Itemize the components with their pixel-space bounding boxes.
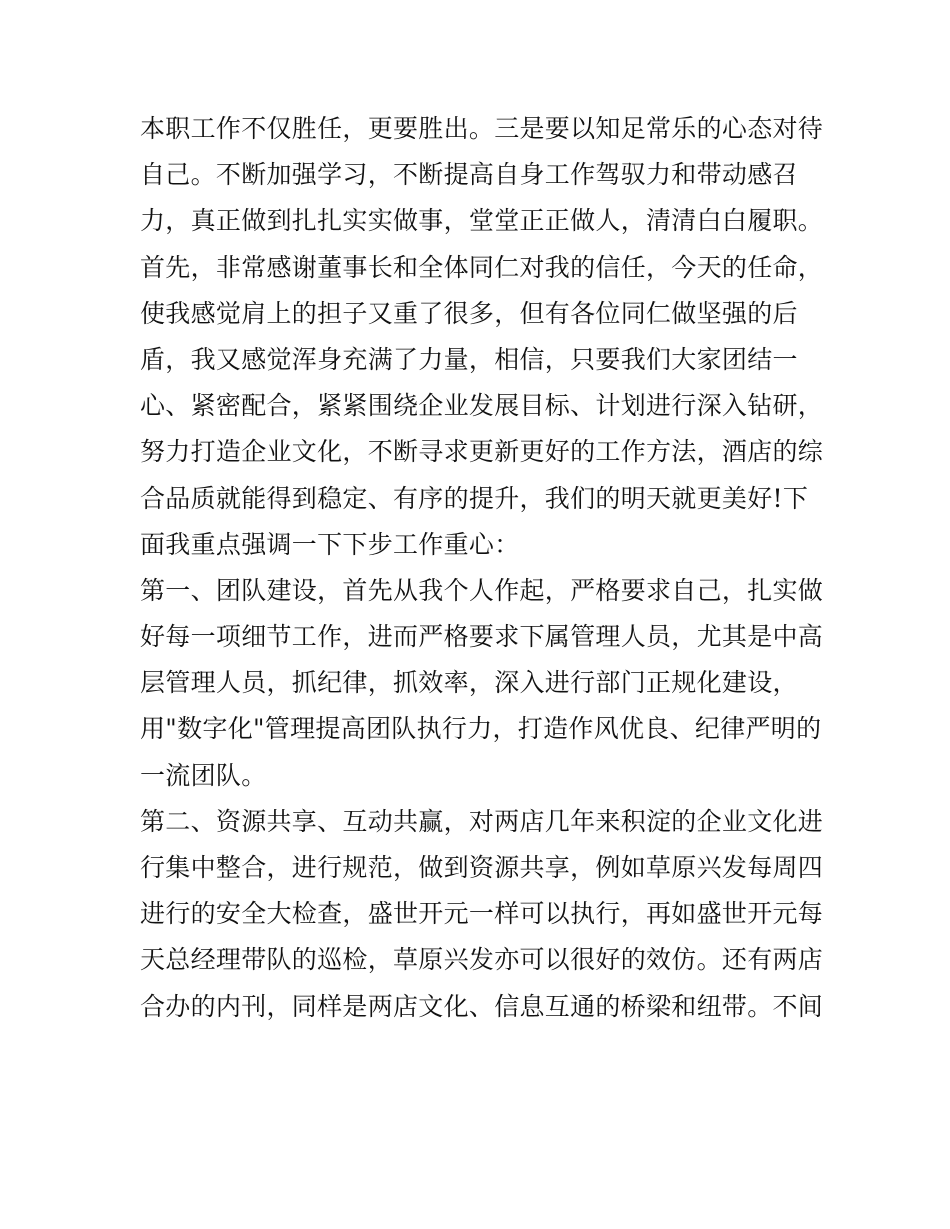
text-line: 层管理人员，抓纪律，抓效率，深入进行部门正规化建设， <box>140 668 798 698</box>
text-line: 用"数字化"管理提高团队执行力，打造作风优良、纪律严明的 <box>140 714 822 744</box>
text-line: 合品质就能得到稳定、有序的提升，我们的明天就更美好!下 <box>140 483 809 513</box>
text-line: 第二、资源共享、互动共赢，对两店几年来积淀的企业文化进 <box>140 806 824 836</box>
text-line: 好每一项细节工作，进而严格要求下属管理人员，尤其是中高 <box>140 622 824 652</box>
text-line: 合办的内刊，同样是两店文化、信息互通的桥梁和纽带。不间 <box>140 991 824 1021</box>
text-line: 面我重点强调一下下步工作重心： <box>140 529 520 559</box>
text-line: 天总经理带队的巡检，草原兴发亦可以很好的效仿。还有两店 <box>140 945 824 975</box>
text-line: 第一、团队建设，首先从我个人作起，严格要求自己，扎实做 <box>140 575 824 605</box>
text-line: 盾，我又感觉浑身充满了力量，相信，只要我们大家团结一 <box>140 344 798 374</box>
text-line: 本职工作不仅胜任，更要胜出。三是要以知足常乐的心态对待 <box>140 114 824 143</box>
text-line: 心、紧密配合，紧紧围绕企业发展目标、计划进行深入钻研， <box>140 391 824 421</box>
body-text <box>140 106 830 1030</box>
text-line: 自己。不断加强学习，不断提高自身工作驾驭力和带动感召 <box>140 160 798 190</box>
text-line: 进行的安全大检查，盛世开元一样可以执行，再如盛世开元每 <box>140 899 824 929</box>
text-line: 努力打造企业文化，不断寻求更新更好的工作方法，酒店的综 <box>140 437 824 467</box>
text-line: 力，真正做到扎扎实实做事，堂堂正正做人，清清白白履职。 <box>140 206 824 236</box>
text-line: 一流团队。 <box>140 760 267 790</box>
text-line: 行集中整合，进行规范，做到资源共享，例如草原兴发每周四 <box>140 853 824 882</box>
text-line: 首先，非常感谢董事长和全体同仁对我的信任，今天的任命， <box>140 252 824 282</box>
text-line: 使我感觉肩上的担子又重了很多，但有各位同仁做坚强的后 <box>140 298 798 328</box>
